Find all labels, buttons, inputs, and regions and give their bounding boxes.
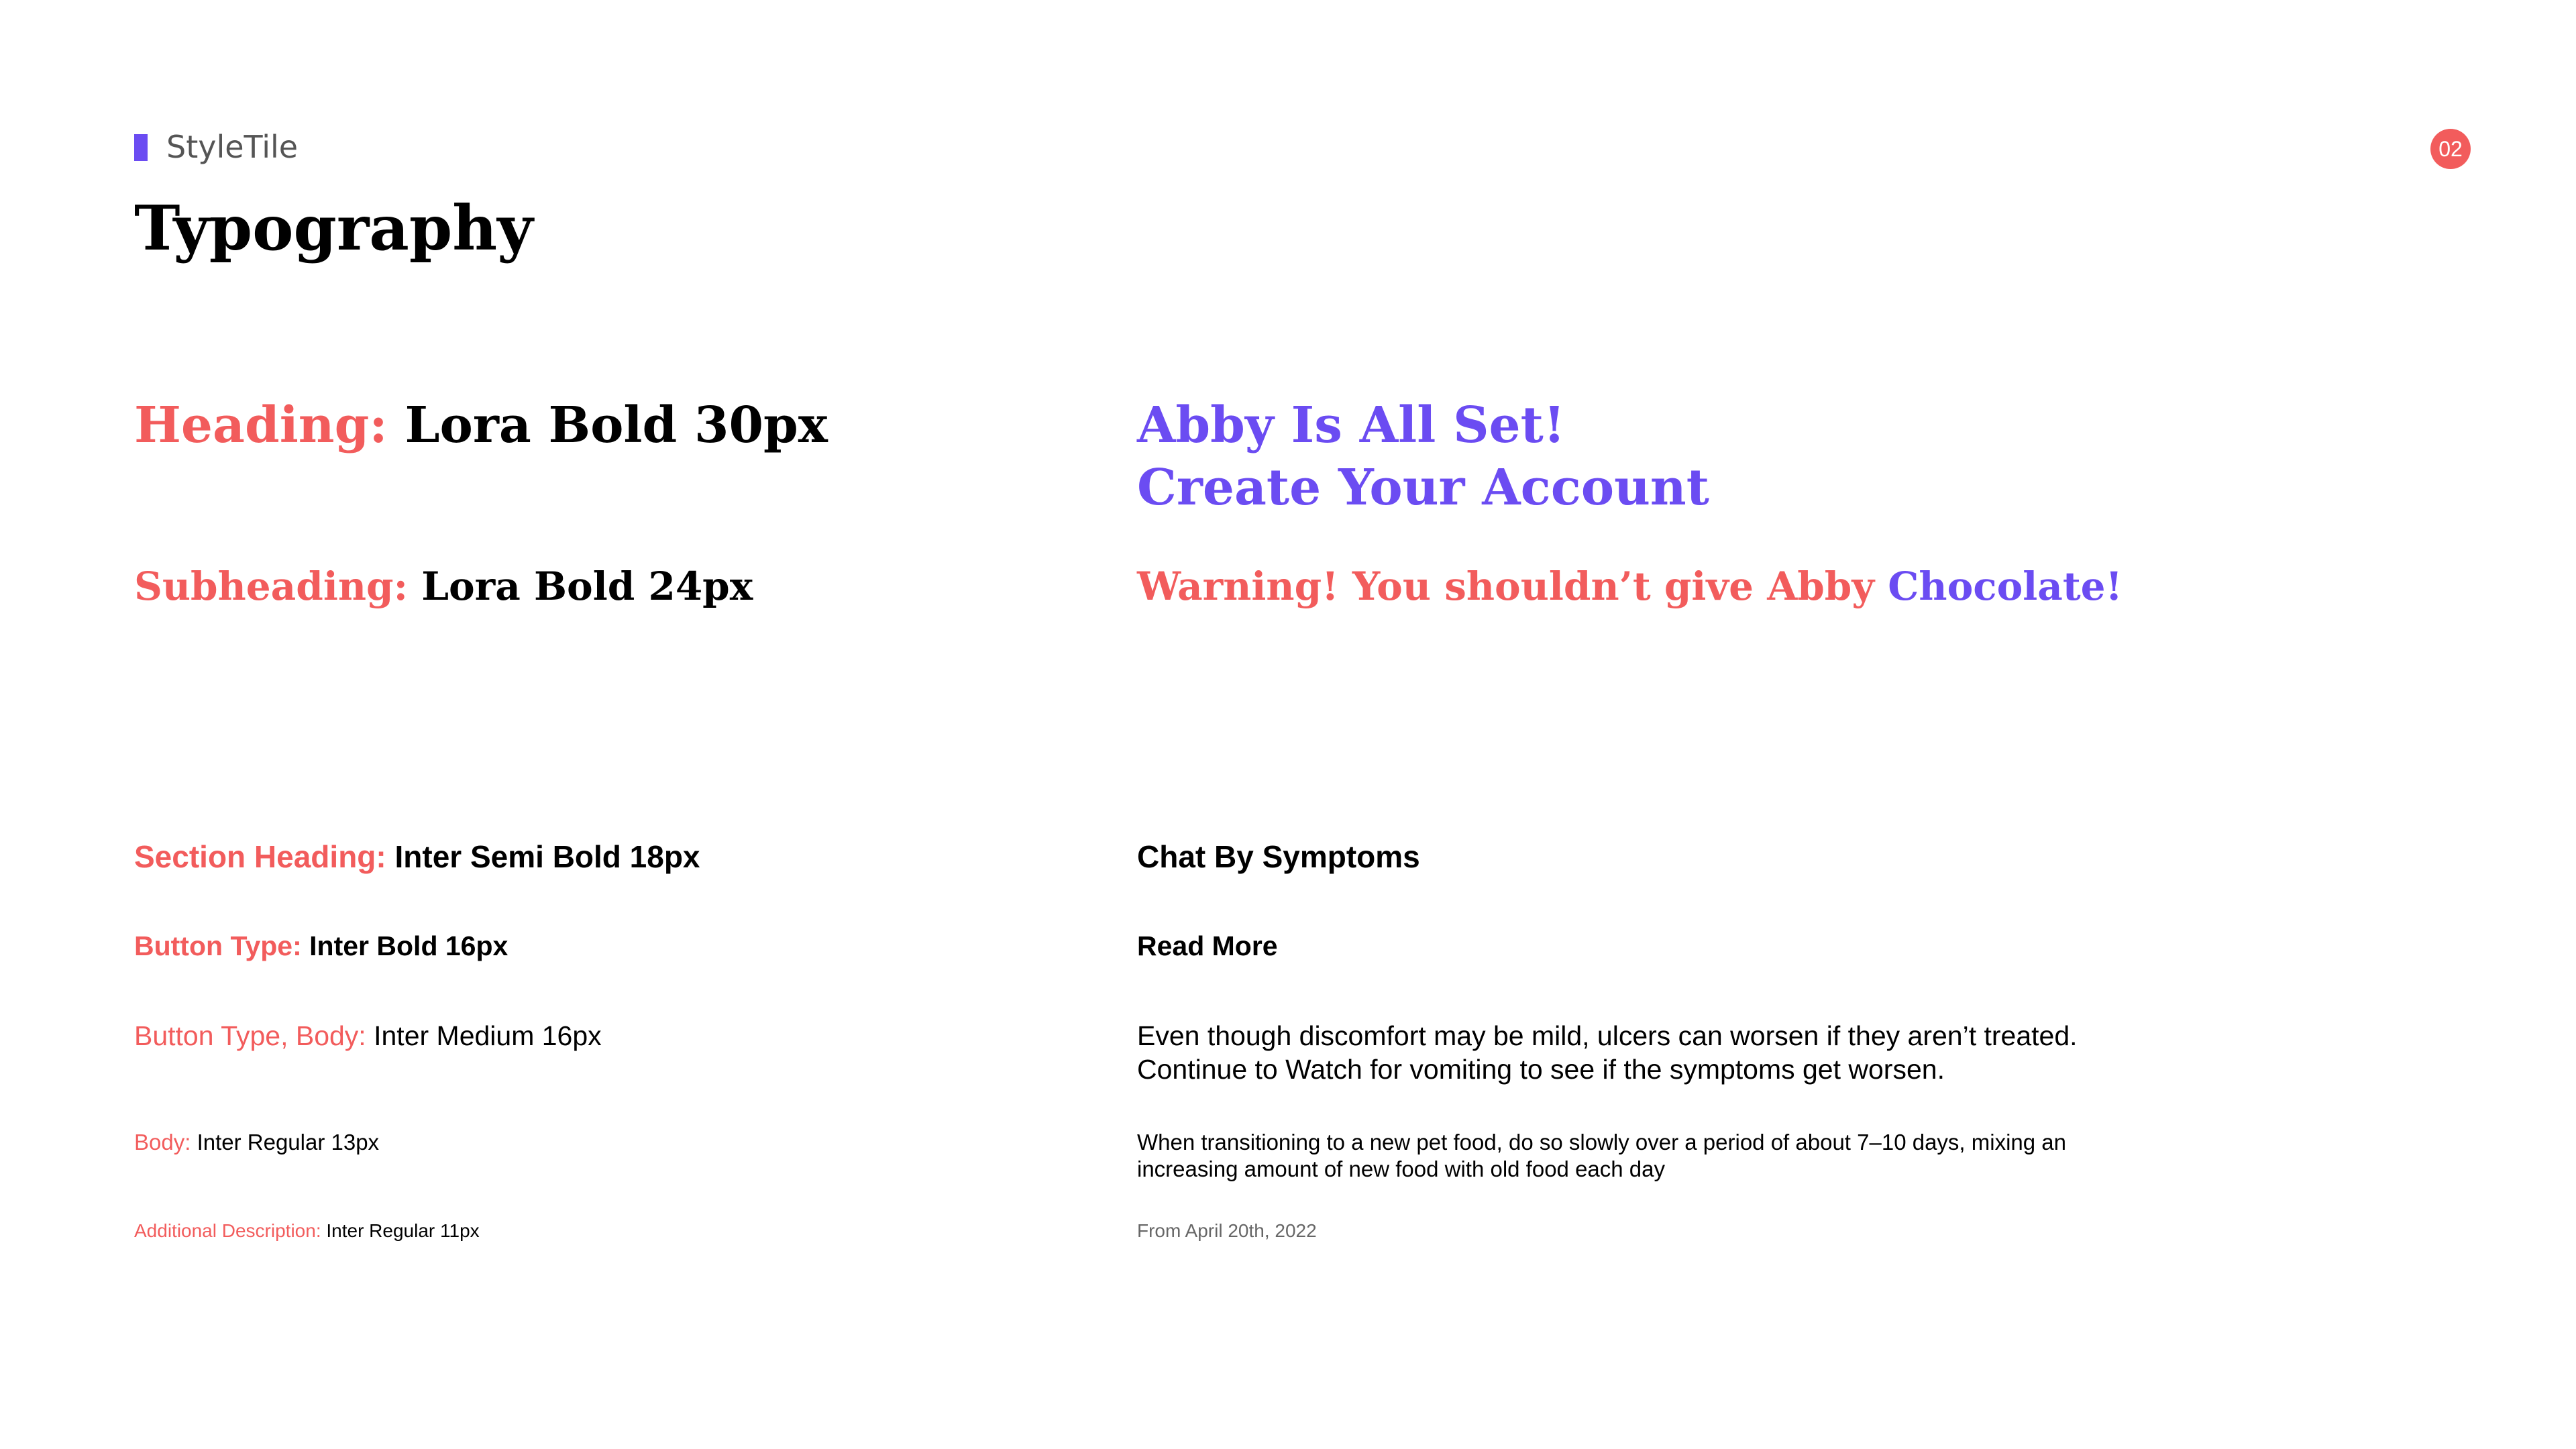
subheading-spec-label: Subheading:: [134, 564, 408, 609]
additional-spec-value: Inter Regular 11px: [326, 1220, 480, 1241]
button-type-spec: [134, 930, 508, 963]
additional-spec-label: Additional Description:: [134, 1220, 321, 1241]
button-body-spec-label: Button Type, Body:: [134, 1020, 366, 1051]
section-heading-spec: [134, 839, 700, 875]
heading-spec: [134, 396, 828, 455]
subheading-sample-warning: Warning! You shouldn’t give Abby: [1137, 564, 1875, 609]
button-body-spec-value: Inter Medium 16px: [374, 1020, 602, 1051]
page-number-badge: 02: [2430, 129, 2471, 169]
subheading-spec-value: Lora Bold 24px: [421, 564, 753, 609]
subheading-sample: [1137, 564, 2123, 610]
medium-sample-line1: Even though discomfort may be mild, ulcers can worsen if they aren’t treated.: [1137, 1020, 2078, 1051]
heading-spec-label: Heading:: [134, 396, 388, 454]
body-spec-value: Inter Regular 13px: [197, 1130, 380, 1155]
section-heading-spec-value: Inter Semi Bold 18px: [394, 839, 700, 874]
body-spec: [134, 1129, 379, 1156]
body-sample-line2: increasing amount of new food with old food each day: [1137, 1157, 1666, 1181]
body-spec-label: Body:: [134, 1130, 191, 1155]
body-sample-line1: When transitioning to a new pet food, do so slowly over a period of about 7–10 days, mixing an: [1137, 1130, 2067, 1155]
subheading-sample-highlight: Chocolate!: [1888, 564, 2123, 609]
medium-sample-line2: Continue to Watch for vomiting to see if the symptoms get worsen.: [1137, 1054, 1945, 1085]
button-type-spec-label: Button Type:: [134, 930, 302, 961]
subheading-spec: [134, 564, 753, 610]
heading-spec-value: Lora Bold 30px: [405, 396, 828, 454]
date-sample: From April 20th, 2022: [1137, 1220, 1317, 1241]
heading-sample-line1: Abby Is All Set!: [1137, 396, 1566, 454]
page-title: Typography: [134, 192, 533, 264]
section-heading-sample: Chat By Symptoms: [1137, 839, 1420, 874]
button-type-spec-value: Inter Bold 16px: [309, 930, 508, 961]
additional-spec: [134, 1220, 480, 1242]
heading-sample-line2: Create Your Account: [1137, 459, 1709, 517]
section-heading-spec-label: Section Heading:: [134, 839, 386, 874]
button-body-spec: [134, 1020, 602, 1053]
brand-name: StyleTile: [166, 129, 299, 165]
read-more-sample: Read More: [1137, 930, 1278, 961]
brand-mark: [134, 134, 148, 161]
